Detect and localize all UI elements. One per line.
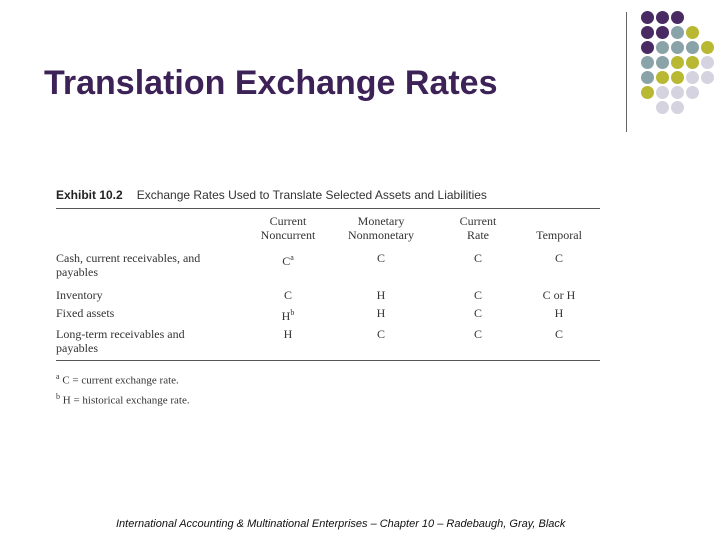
cell-value: H [376,288,386,302]
dot-4-2 [656,56,669,69]
table-row [56,247,600,284]
cell-value: C [376,327,385,341]
cell-value: C [473,251,482,265]
column-header [518,209,600,247]
table-footnotes [56,369,600,408]
exhibit-table-image [56,186,600,408]
table-row [56,302,600,323]
column-header-line2: Nonmonetary [348,228,414,242]
footnote [56,369,600,389]
exhibit-heading [56,186,600,204]
dot-7-1 [656,101,669,114]
cell-value: C [473,288,482,302]
slide-footer: International Accounting & Multinational Enterprises – Chapter 10 – Radebaugh, Gray, Black [116,518,566,530]
dot-1-2 [656,11,669,24]
cell-text: C [282,254,291,268]
dot-6-2 [656,86,669,99]
table-row [56,323,600,360]
dot-5-5 [701,71,714,84]
dot-3-1 [641,41,654,54]
dot-4-4 [686,56,699,69]
cell-value: C or H [542,288,576,302]
row-label: Fixed assets [56,306,115,320]
column-header [438,209,518,247]
exchange-rate-table [56,209,600,360]
dot-2-1 [641,26,654,39]
footnote-marker: b [56,391,60,401]
row-label-header [56,209,252,247]
row-label: Inventory [56,288,103,302]
dot-5-2 [656,71,669,84]
table-bottom-rule [56,360,600,361]
column-header-line1: Current [269,214,307,228]
cell-value: H [283,327,293,341]
dot-7-2 [671,101,684,114]
dot-5-4 [686,71,699,84]
table-row [56,284,600,302]
dot-5-3 [671,71,684,84]
cell-value: H [554,306,564,320]
cell-value: C [554,251,563,265]
divider-line [626,12,627,132]
dot-3-2 [656,41,669,54]
footnote [56,389,600,409]
dot-5-1 [641,71,654,84]
column-header-line1: Current [459,214,497,228]
column-header [324,209,438,247]
dot-1-3 [671,11,684,24]
cell-value [252,302,324,323]
footnote-marker: a [290,253,294,262]
row-label: Cash, current receivables, and payables [56,251,201,279]
column-header-line2: Noncurrent [260,228,316,242]
dot-3-5 [701,41,714,54]
dot-2-2 [656,26,669,39]
dot-6-3 [671,86,684,99]
dot-4-1 [641,56,654,69]
dot-1-1 [641,11,654,24]
dot-6-4 [686,86,699,99]
dot-2-3 [671,26,684,39]
cell-value: C [554,327,563,341]
cell-value: C [376,251,385,265]
footnote-text: H = historical exchange rate. [62,394,190,407]
column-headers [56,209,600,247]
column-header-line2: Rate [467,228,489,242]
column-header-line2: Temporal [536,228,582,242]
cell-value: C [473,327,482,341]
footnote-marker: a [56,372,60,381]
exhibit-caption: Exchange Rates Used to Translate Selected Assets and Liabilities [136,188,487,202]
dot-4-5 [701,56,714,69]
cell-value: H [376,306,386,320]
cell-value [252,247,324,284]
slide-title: Translation Exchange Rates [44,64,498,102]
column-header-line1 [518,214,600,228]
footnote-text: C = current exchange rate. [62,374,179,387]
footnote-marker: b [290,308,295,317]
dot-3-3 [671,41,684,54]
column-header-line1: Monetary [357,214,405,228]
column-header [252,209,324,247]
row-label: Long-term receivables and payables [56,327,185,355]
cell-value: C [283,288,292,302]
dot-2-4 [686,26,699,39]
cell-text: H [281,309,291,323]
dot-6-1 [641,86,654,99]
exhibit-number: Exhibit 10.2 [56,188,123,202]
cell-value: C [473,306,482,320]
dot-4-3 [671,56,684,69]
dot-3-4 [686,41,699,54]
